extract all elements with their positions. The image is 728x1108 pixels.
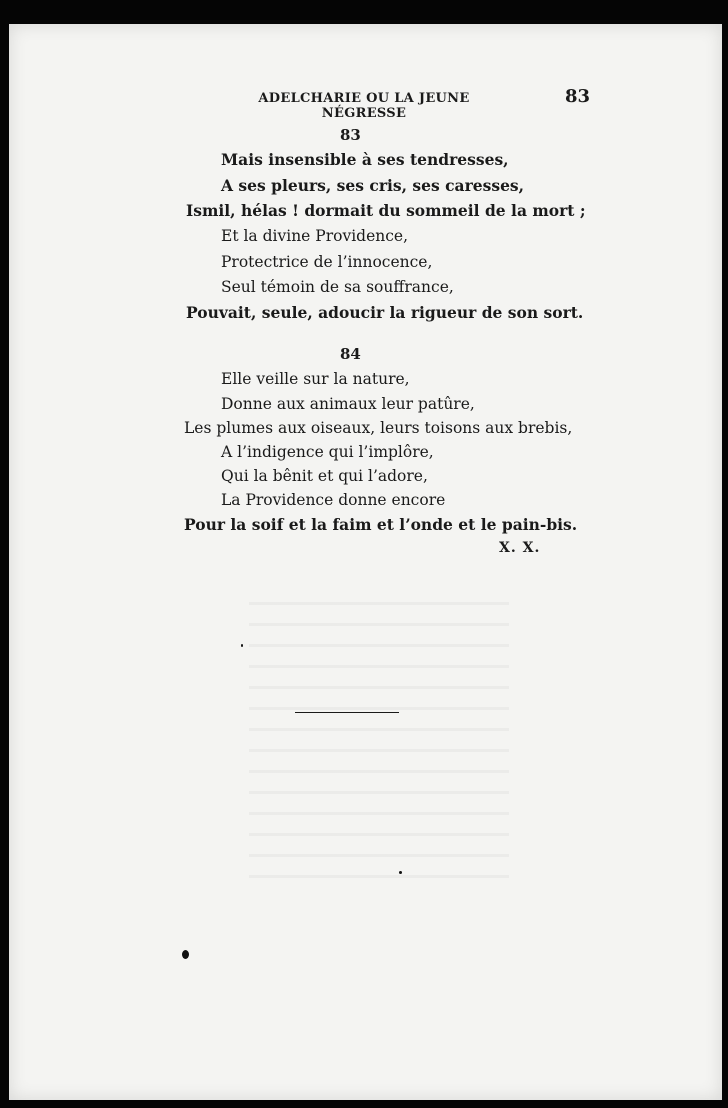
page-number: 83: [565, 86, 591, 107]
ink-speck: [399, 871, 402, 874]
verse-line: Pour la soif et la faim et l’onde et le pain-bis.: [184, 515, 578, 534]
signature: X. X.: [499, 540, 541, 556]
section-divider: [295, 712, 399, 713]
running-title: ADELCHARIE OU LA JEUNE NÉGRESSE: [258, 91, 470, 121]
verse-line: La Providence donne encore: [221, 491, 446, 509]
verse-line: Protectrice de l’innocence,: [221, 253, 433, 271]
verse-line: A l’indigence qui l’implôre,: [221, 443, 434, 461]
book-page: [9, 24, 722, 1100]
verse-line: Et la divine Providence,: [221, 227, 409, 245]
verse-line: A ses pleurs, ses cris, ses caresses,: [221, 176, 525, 195]
verse-line: Mais insensible à ses tendresses,: [221, 150, 509, 169]
ink-speck: [241, 644, 243, 647]
stanza-number: 84: [340, 345, 361, 363]
verse-line: Seul témoin de sa souffrance,: [221, 278, 454, 296]
verse-line: Qui la bênit et qui l’adore,: [221, 467, 428, 485]
ink-speck: [182, 950, 189, 959]
verse-line: Elle veille sur la nature,: [221, 370, 410, 388]
verse-line: Les plumes aux oiseaux, leurs toisons aux brebis,: [184, 419, 573, 437]
stanza-number: 83: [340, 126, 361, 144]
show-through-texture: [249, 584, 509, 884]
verse-line: Ismil, hélas ! dormait du sommeil de la mort ;: [186, 201, 586, 220]
verse-line: Donne aux animaux leur patûre,: [221, 395, 475, 413]
verse-line: Pouvait, seule, adoucir la rigueur de son sort.: [186, 303, 584, 322]
